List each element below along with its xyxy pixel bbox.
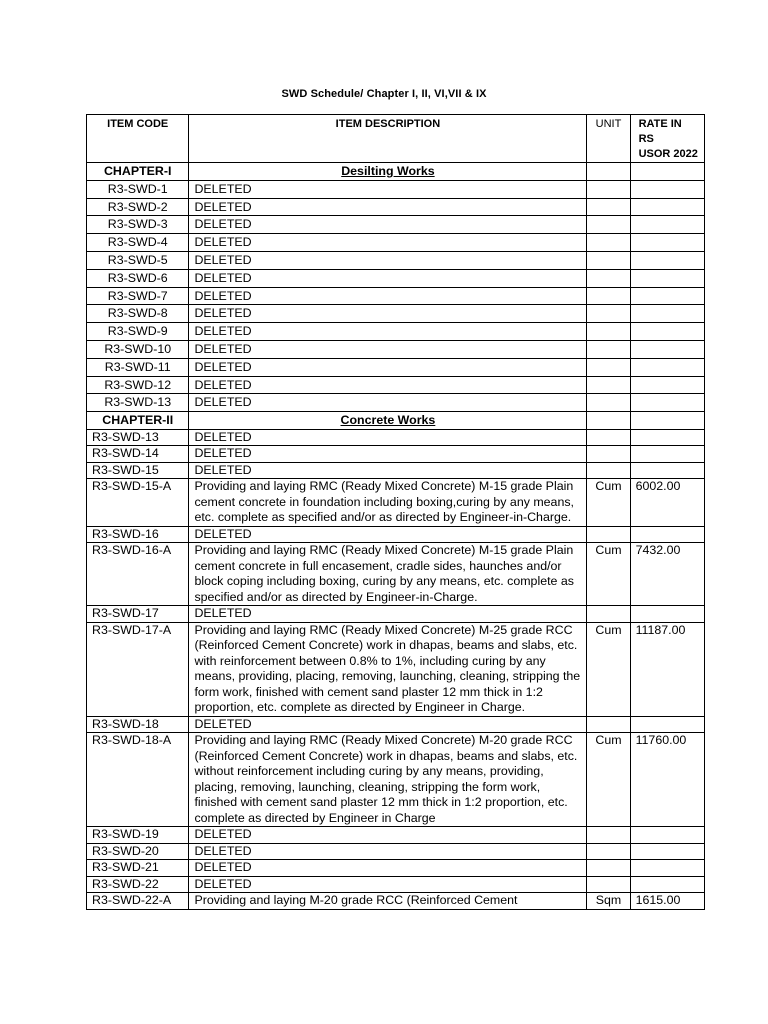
item-code-cell: R3-SWD-22 [87,876,189,893]
rate-cell [630,876,704,893]
table-row [87,340,705,358]
table-row [87,827,705,844]
table-row [87,733,705,827]
table-row [87,876,705,893]
chapter-1-title: Desilting Works [189,163,587,181]
item-description-cell: DELETED [189,287,587,305]
item-description-cell: DELETED [189,305,587,323]
unit-cell [587,358,630,376]
item-description-cell: DELETED [189,429,587,446]
item-code-cell: R3-SWD-9 [87,323,189,341]
unit-cell [587,827,630,844]
item-description-cell: DELETED [189,876,587,893]
table-row [87,180,705,198]
item-description-cell: DELETED [189,526,587,543]
table-row [87,394,705,412]
rate-cell [630,429,704,446]
header-rate [630,115,704,163]
unit-cell: Cum [587,733,630,827]
table-row [87,287,705,305]
item-code-cell: R3-SWD-17 [87,606,189,623]
item-code-cell: R3-SWD-12 [87,376,189,394]
chapter-1-label: CHAPTER-I [87,163,189,181]
rate-cell [630,287,704,305]
item-code-cell: R3-SWD-18-A [87,733,189,827]
item-description-cell: Providing and laying M-20 grade RCC (Reinforced Cement [189,893,587,910]
chapter-1-row [87,163,705,181]
chapter-2-label: CHAPTER-II [87,412,189,430]
table-row [87,479,705,527]
table-row [87,446,705,463]
item-description-cell: DELETED [189,446,587,463]
unit-cell [587,446,630,463]
item-code-cell: R3-SWD-13 [87,429,189,446]
table-row [87,893,705,910]
rate-cell [630,843,704,860]
item-description-cell: DELETED [189,606,587,623]
item-description-cell: DELETED [189,716,587,733]
rate-cell [630,305,704,323]
unit-cell [587,526,630,543]
unit-cell [587,876,630,893]
unit-cell [587,462,630,479]
rate-cell: 1615.00 [630,893,704,910]
item-description-cell: DELETED [189,340,587,358]
table-row [87,269,705,287]
table-row [87,843,705,860]
rate-cell [630,394,704,412]
item-code-cell: R3-SWD-13 [87,394,189,412]
item-description-cell: DELETED [189,269,587,287]
item-description-cell: DELETED [189,251,587,269]
item-description-cell: DELETED [189,860,587,877]
unit-cell [587,429,630,446]
chapter-2-title: Concrete Works [189,412,587,430]
table-row [87,358,705,376]
item-description-cell: DELETED [189,216,587,234]
rate-cell: 11187.00 [630,622,704,716]
rate-cell: 6002.00 [630,479,704,527]
table-row [87,606,705,623]
unit-cell [587,216,630,234]
item-code-cell: R3-SWD-5 [87,251,189,269]
table-body [87,163,705,910]
rate-cell [630,198,704,216]
document-title: SWD Schedule/ Chapter I, II, VI,VII & IX [281,88,487,100]
rate-cell [630,462,704,479]
table-row [87,251,705,269]
rate-cell [630,234,704,252]
item-code-cell: R3-SWD-21 [87,860,189,877]
unit-cell [587,376,630,394]
rate-cell [630,340,704,358]
table-row [87,216,705,234]
rate-cell [630,216,704,234]
rate-cell [630,358,704,376]
item-code-cell: R3-SWD-6 [87,269,189,287]
unit-cell [587,860,630,877]
unit-cell [587,606,630,623]
table-row [87,860,705,877]
unit-cell [587,269,630,287]
item-description-cell: DELETED [189,180,587,198]
table-row [87,526,705,543]
unit-cell [587,287,630,305]
rate-cell: 7432.00 [630,543,704,606]
rate-cell [630,716,704,733]
rate-cell [630,526,704,543]
unit-cell [587,251,630,269]
item-description-cell: DELETED [189,394,587,412]
table-row [87,198,705,216]
item-description-cell: DELETED [189,198,587,216]
item-code-cell: R3-SWD-8 [87,305,189,323]
item-code-cell: R3-SWD-10 [87,340,189,358]
schedule-table [86,114,705,910]
item-description-cell: Providing and laying RMC (Ready Mixed Concrete) M-20 grade RCC (Reinforced Cement Concrete) work in dhapas, beams and slabs, etc. without reinforcement including curing by any means, providing, placing, removing, launching, cleaning, stripping the form work, finished with cement sand plaster 12 mm thick in 1:2 proportion, etc. complete as directed by Engineer in Charge [189,733,587,827]
unit-cell [587,305,630,323]
unit-cell [587,843,630,860]
table-row [87,543,705,606]
rate-cell [630,827,704,844]
unit-cell: Cum [587,479,630,527]
item-code-cell: R3-SWD-1 [87,180,189,198]
item-code-cell: R3-SWD-18 [87,716,189,733]
header-unit: UNIT [587,115,630,163]
rate-cell [630,180,704,198]
item-code-cell: R3-SWD-16 [87,526,189,543]
rate-cell [630,269,704,287]
item-code-cell: R3-SWD-17-A [87,622,189,716]
table-row [87,429,705,446]
item-code-cell: R3-SWD-2 [87,198,189,216]
rate-cell [630,860,704,877]
unit-cell: Cum [587,543,630,606]
item-description-cell: Providing and laying RMC (Ready Mixed Concrete) M-15 grade Plain cement concrete in full encasement, cradle sides, haunches and/or block coping including boxing, curing by any means, etc. complete as specified and/or as directed by Engineer-in-Charge. [189,543,587,606]
table-row [87,234,705,252]
item-description-cell: DELETED [189,827,587,844]
header-item-description: ITEM DESCRIPTION [189,115,587,163]
item-code-cell: R3-SWD-15 [87,462,189,479]
table-row [87,716,705,733]
item-code-cell: R3-SWD-3 [87,216,189,234]
unit-cell [587,234,630,252]
item-code-cell: R3-SWD-15-A [87,479,189,527]
rate-cell [630,376,704,394]
table-row [87,323,705,341]
item-code-cell: R3-SWD-16-A [87,543,189,606]
rate-cell [630,446,704,463]
header-item-code: ITEM CODE [87,115,189,163]
item-code-cell: R3-SWD-4 [87,234,189,252]
item-code-cell: R3-SWD-19 [87,827,189,844]
table-header-row [87,115,705,163]
rate-cell [630,323,704,341]
unit-cell [587,340,630,358]
item-description-cell: DELETED [189,462,587,479]
item-code-cell: R3-SWD-14 [87,446,189,463]
header-rate-line1: RATE IN RS [638,118,682,145]
rate-cell: 11760.00 [630,733,704,827]
unit-cell [587,323,630,341]
item-code-cell: R3-SWD-20 [87,843,189,860]
header-rate-line2: USOR 2022 [638,148,698,160]
item-description-cell: DELETED [189,323,587,341]
unit-cell: Cum [587,622,630,716]
item-description-cell: DELETED [189,843,587,860]
item-description-cell: DELETED [189,358,587,376]
item-description-cell: DELETED [189,234,587,252]
table-row [87,376,705,394]
unit-cell [587,716,630,733]
item-description-cell: DELETED [189,376,587,394]
table-row [87,462,705,479]
unit-cell [587,394,630,412]
item-code-cell: R3-SWD-11 [87,358,189,376]
unit-cell [587,198,630,216]
item-description-cell: Providing and laying RMC (Ready Mixed Concrete) M-25 grade RCC (Reinforced Cement Concrete) work in dhapas, beams and slabs, etc. with reinforcement between 0.8% to 1%, including curing by any means, providing, placing, removing, launching, cleaning, stripping the form work, finished with cement sand plaster 12 mm thick in 1:2 proportion, etc. complete as directed by Engineer in Charge. [189,622,587,716]
chapter-2-row [87,412,705,430]
item-code-cell: R3-SWD-22-A [87,893,189,910]
item-description-cell: Providing and laying RMC (Ready Mixed Concrete) M-15 grade Plain cement concrete in foundation including boxing,curing by any means, etc. complete as specified and/or as directed by Engineer-in-Charge. [189,479,587,527]
table-row [87,622,705,716]
unit-cell [587,180,630,198]
item-code-cell: R3-SWD-7 [87,287,189,305]
table-row [87,305,705,323]
rate-cell [630,251,704,269]
rate-cell [630,606,704,623]
unit-cell: Sqm [587,893,630,910]
